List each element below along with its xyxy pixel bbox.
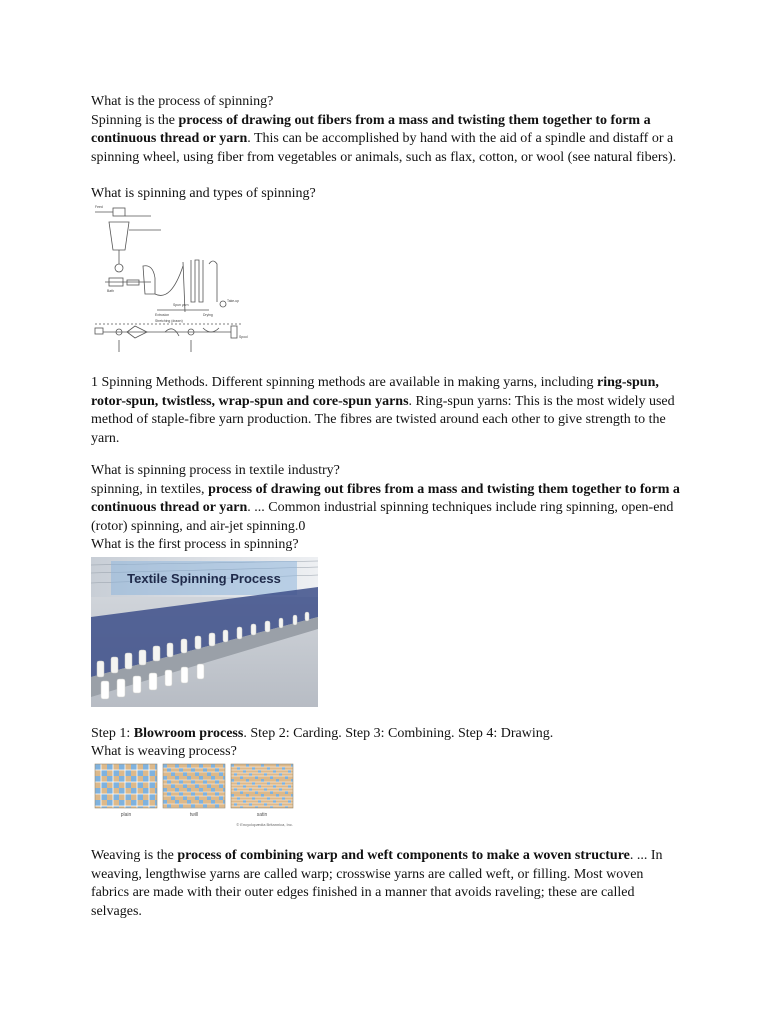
answer-bold-text: process of drawing out fibres from a mass and twisting them together to form a continuous thread or yarn: [91, 481, 680, 516]
answer-bold-text: process of combining warp and weft components to make a woven structure: [177, 848, 630, 863]
answer-bold-text: Blowroom process: [133, 726, 244, 741]
pump-shape: [115, 264, 123, 272]
satin-weave-swatch: [231, 764, 293, 808]
diagram-label: Drying: [203, 313, 213, 317]
diagram-label: Spun yarn: [173, 303, 189, 307]
answer-text: . This can be accomplished by hand with the aid of a spindle and distaff or a spinning wheel, using fiber from vegetables or animals, such as flax, cotton, or wool (see natural fibers).: [91, 131, 677, 165]
textile-spinning-photo: [91, 557, 318, 707]
answer-text: 1 Spinning Methods. Different spinning methods are available in making yarns, including: [91, 375, 597, 390]
spinneret-shape: [143, 266, 155, 294]
plain-weave-swatch: [95, 764, 157, 808]
photo-banner-title: Textile Spinning Process: [127, 571, 281, 586]
question-spinning-types: What is spinning and types of spinning?: [91, 186, 316, 201]
answer-spinning-types: [91, 374, 681, 448]
answer-bold-text: process of drawing out fibers from a mass and twisting them together to form a continuous thread or yarn: [91, 112, 651, 147]
answer-text: . ... In weaving, lengthwise yarns are called warp; crosswise yarns are called weft, or filling. Most woven fabrics are made with their outer edges finished in a manner that avoids raveling; these are called selvages.: [91, 848, 663, 919]
diagram-label: Take-up: [227, 299, 240, 303]
weave-caption: plain: [120, 812, 132, 818]
hopper-shape: [113, 208, 125, 216]
diagram-label: Extrusion: [155, 313, 170, 317]
answer-bold-text: ring-spun, rotor-spun, twistless, wrap-spun and core-spun yarns: [91, 375, 659, 409]
twill-weave-swatch: [163, 764, 225, 808]
diagram-label: Stretching (drawn): [155, 319, 183, 323]
answer-weaving-process: [91, 847, 681, 921]
diagram-label: Bath: [107, 289, 114, 293]
answer-spinning-industry: [91, 481, 681, 537]
question-spinning-industry: What is spinning process in textile industry?: [91, 463, 340, 478]
answer-spinning-process: [91, 112, 681, 168]
answer-text: . ... Common industrial spinning techniques include ring spinning, open-end (rotor) spinning, and air-jet spinning.0: [91, 500, 674, 534]
extruder-tank: [109, 222, 129, 250]
answer-text: . Step 2: Carding. Step 3: Combining. Step 4: Drawing.: [243, 726, 554, 741]
question-weaving-process: What is weaving process?: [91, 744, 237, 759]
question-spinning-process: What is the process of spinning?: [91, 94, 274, 109]
weave-caption: twill: [189, 812, 199, 818]
answer-text: Spinning is the: [91, 112, 179, 128]
weave-caption: satin: [256, 812, 268, 818]
answer-text: spinning, in textiles,: [91, 481, 209, 497]
answer-text: . Ring-spun yarns: This is the most widely used method of staple-fibre yarn production. The fibres are twisted around each other to give strength to the yarn.: [91, 393, 675, 446]
question-first-process: What is the first process in spinning?: [91, 537, 299, 552]
answer-text: Weaving is the: [91, 848, 178, 863]
weave-pattern-figure: [91, 760, 301, 830]
answer-first-process: [91, 725, 681, 744]
drying-rollers: [191, 260, 203, 302]
spinning-process-diagram: [91, 202, 256, 362]
diagram-label: Spool: [239, 335, 248, 339]
diagram-label: Feed: [95, 205, 103, 209]
answer-text: Step 1:: [91, 726, 134, 741]
weave-credit: © Encyclopædia Britannica, Inc.: [236, 822, 293, 827]
